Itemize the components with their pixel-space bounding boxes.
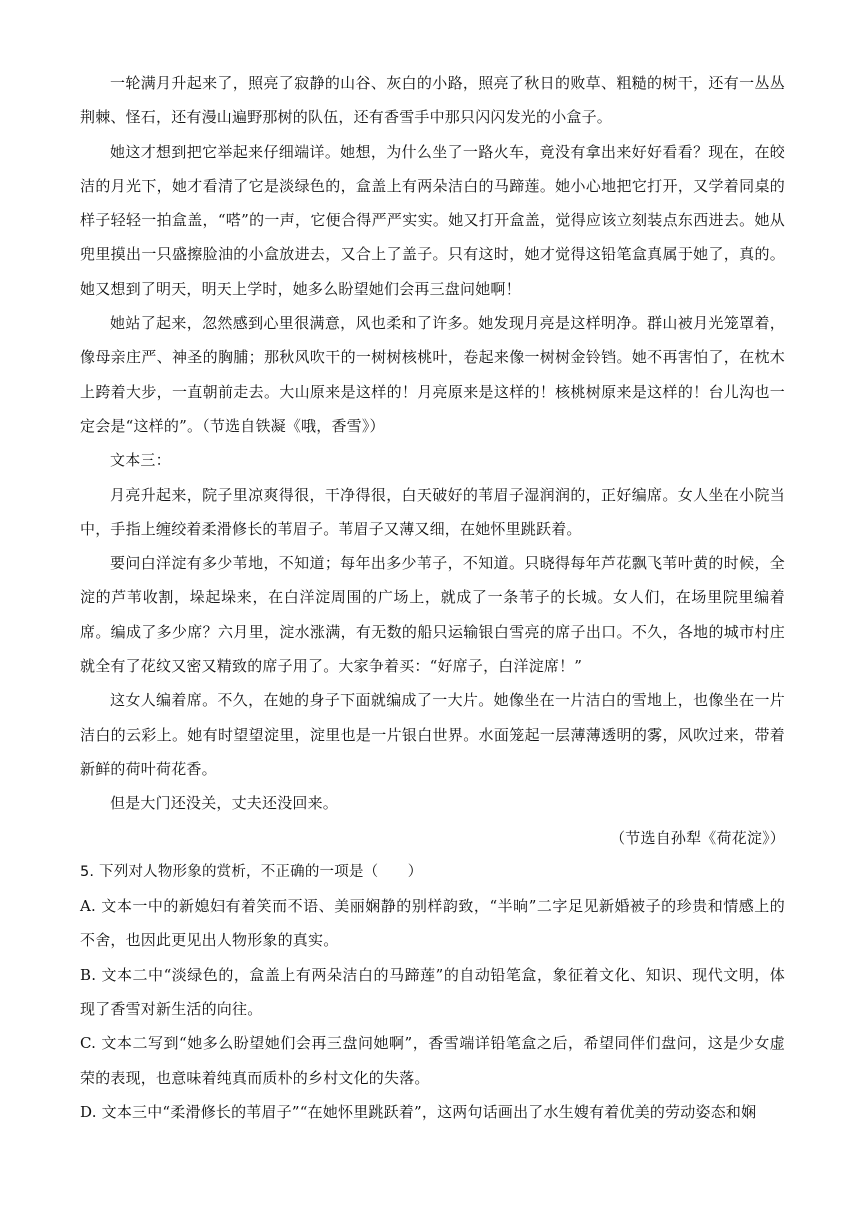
passage3-paragraph-3: 这女人编着席。不久，在她的身子下面就编成了一大片。她像坐在一片洁白的雪地上，也像坐在一片洁白的云彩上。她有时望望淀里，淀里也是一片银白世界。水面笼起一层薄薄透明的雾，风吹过来，带着新鲜的荷叶荷花香。 (80, 691, 785, 778)
option-b: B. 文本二中“淡绿色的，盒盖上有两朵洁白的马蹄莲”的自动铅笔盒，象征着文化、知识、现代文明，体现了香雪对新生活的向往。 (80, 965, 785, 1019)
option-c: C. 文本二写到“她多么盼望她们会再三盘问她啊”，香雪端详铅笔盒之后，希望同伴们盘问，这是少女虚荣的表现，也意味着纯真而质朴的乡村文化的失落。 (80, 1034, 785, 1087)
option-d: D. 文本三中“柔滑修长的苇眉子”“在她怀里跳跃着”，这两句话画出了水生嫂有着优美的劳动姿态和娴 (80, 1102, 757, 1121)
option-a: A. 文本一中的新媳妇有着笑而不语、美丽娴静的别样韵致，“半晌”二字足见新婚被子的珍贵和情感上的不舍，也因此更见出人物形象的真实。 (80, 897, 785, 950)
passage3-heading: 文本三： (110, 451, 171, 470)
document-body (80, 66, 785, 1129)
passage3-paragraph-1: 月亮升起来，院子里凉爽得很，干净得很，白天破好的苇眉子湿润润的，正好编席。女人坐在小院当中，手指上缠绞着柔滑修长的苇眉子。苇眉子又薄又细，在她怀里跳跃着。 (80, 485, 785, 538)
question-stem: 5. 下列对人物形象的赏析，不正确的一项是（ ） (80, 863, 423, 880)
passage2-paragraph-2: 她这才想到把它举起来仔细端详。她想，为什么坐了一路火车，竟没有拿出来好好看看？现在，在皎洁的月光下，她才看清了它是淡绿色的，盒盖上有两朵洁白的马蹄莲。她小心地把它打开，又学着同桌的样子轻轻一拍盒盖，“嗒”的一声，它便合得严严实实。她又打开盒盖，觉得应该立刻装点东西进去。她从兜里摸出一只盛擦脸油的小盒放进去，又合上了盖子。只有这时，她才觉得这铅笔盒真属于她了，真的。她又想到了明天，明天上学时，她多么盼望她们会再三盘问她啊！ (80, 142, 785, 298)
passage3-source: （节选自孙犁《荷花淀》） (610, 828, 785, 847)
passage3-paragraph-4: 但是大门还没关，丈夫还没回来。 (110, 794, 339, 813)
passage3-paragraph-2: 要问白洋淀有多少苇地，不知道；每年出多少苇子，不知道。只晓得每年芦花飘飞苇叶黄的时候，全淀的芦苇收割，垛起垛来，在白洋淀周围的广场上，就成了一条苇子的长城。女人们，在场里院里编着席。编成了多少席？六月里，淀水涨满，有无数的船只运输银白雪亮的席子出口。不久，各地的城市村庄就全有了花纹又密又精致的席子用了。大家争着买：“好席子，白洋淀席！” (80, 554, 785, 676)
passage2-paragraph-1: 一轮满月升起来了，照亮了寂静的山谷、灰白的小路，照亮了秋日的败草、粗糙的树干，还有一丛丛荆棘、怪石，还有漫山遍野那树的队伍，还有香雪手中那只闪闪发光的小盒子。 (80, 74, 785, 127)
passage2-paragraph-3: 她站了起来，忽然感到心里很满意，风也柔和了许多。她发现月亮是这样明净。群山被月光笼罩着，像母亲庄严、神圣的胸脯；那秋风吹干的一树树核桃叶，卷起来像一树树金铃铛。她不再害怕了，在枕木上跨着大步，一直朝前走去。大山原来是这样的！月亮原来是这样的！核桃树原来是这样的！台儿沟也一定会是“这样的”。（节选自铁凝《哦，香雪》） (80, 314, 785, 435)
